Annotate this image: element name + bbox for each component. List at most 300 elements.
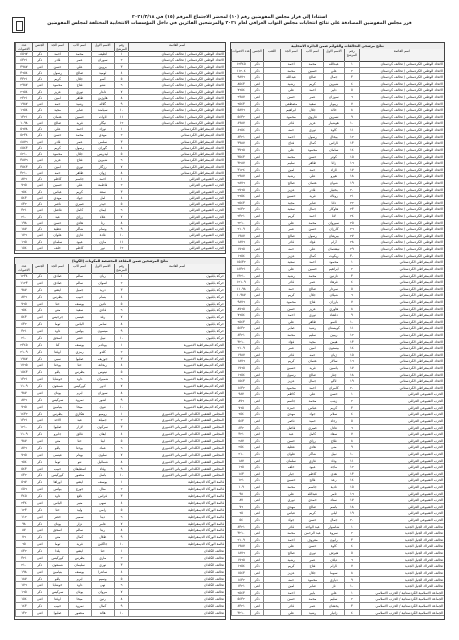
table-cell: فريد: [68, 541, 91, 547]
table-cell: ماجد: [323, 464, 344, 470]
table-cell: ٤: [344, 610, 359, 616]
table-cell: ٤: [114, 195, 129, 200]
table-cell: ١٥: [344, 484, 359, 490]
table-cell: ذكر: [250, 385, 263, 391]
table-cell: بابير: [301, 590, 322, 596]
table-cell: محمد: [301, 596, 322, 602]
table-cell: رسول: [68, 145, 91, 150]
table-cell: سوران: [91, 57, 114, 62]
table-cell: ١١: [344, 458, 359, 464]
table-cell: ٢٩: [344, 246, 359, 252]
table-cell: شمعون: [47, 383, 68, 389]
table-cell: الاتحاد الوطني الكردستاني / تحالف كردستان: [128, 70, 225, 75]
table-cell: ذكر: [250, 74, 263, 80]
table-cell: صابر: [280, 325, 301, 331]
table-cell: ٦: [344, 94, 359, 100]
table-cell: قائمة الوركاء الديمقراطية: [128, 527, 225, 533]
table-cell: ١٣٢١٠: [231, 273, 250, 279]
table-cell: الاتحاد الديمقراطي الكردستاني: [359, 312, 444, 318]
table-row: [231, 570, 444, 577]
table-cell: حسين: [68, 114, 91, 119]
table-cell: محمود: [301, 577, 322, 583]
table-cell: ٧: [114, 214, 129, 219]
table-cell: ٢: [114, 417, 129, 423]
table-row: [231, 537, 444, 544]
table-cell: لانا: [323, 213, 344, 219]
table-cell: ٢١٠: [231, 451, 250, 457]
table-cell: ميخا: [68, 596, 91, 602]
table-cell: الجماعة الاسلامية الكردستانية / الحزب الاسلامي: [359, 590, 444, 596]
table-row: [231, 292, 444, 299]
table-cell: ٣: [344, 405, 359, 411]
table-cell: حسين: [301, 68, 322, 74]
table-cell: مهدي: [91, 132, 114, 137]
table-cell: ٩: [344, 444, 359, 450]
table-row: [15, 342, 225, 349]
table-cell: [263, 292, 280, 298]
table-cell: ١٩٨٧: [231, 543, 250, 549]
table-cell: ١: [114, 126, 129, 131]
table-cell: محمد: [301, 220, 322, 226]
table-cell: علي: [301, 173, 322, 179]
table-cell: انثى: [250, 325, 263, 331]
table-row: [15, 452, 225, 459]
table-cell: ذكر: [32, 562, 47, 568]
table-cell: منى: [323, 444, 344, 450]
table-cell: علي: [280, 220, 301, 226]
table-row: [231, 154, 444, 161]
table-cell: جمال: [301, 206, 322, 212]
table-cell: عزيز: [301, 120, 322, 126]
table-cell: شاكر: [301, 451, 322, 457]
table-cell: ١٨: [344, 372, 359, 378]
table-cell: بيريفان: [323, 233, 344, 239]
table-cell: مجيد: [47, 107, 68, 112]
table-cell: ٣٢١٠: [231, 339, 250, 345]
table-row: [15, 335, 225, 342]
table-cell: انثى: [32, 170, 47, 175]
table-cell: ١٥٤٣٢: [231, 259, 250, 265]
table-cell: ذكر: [32, 89, 47, 94]
table-cell: سركيس: [47, 397, 68, 403]
table-cell: متي: [47, 307, 68, 313]
table-cell: ٤٦٥٤: [231, 127, 250, 133]
table-row: [15, 301, 225, 308]
table-cell: محمد: [68, 51, 91, 56]
table-cell: ژوان: [91, 170, 114, 175]
table-cell: ذكر: [250, 438, 263, 444]
table-row: [231, 339, 444, 346]
table-cell: حنا: [47, 301, 68, 307]
table-cell: لطيف: [91, 51, 114, 56]
table-cell: ٦: [114, 582, 129, 588]
table-row: [15, 472, 225, 479]
table-cell: ١٣: [344, 471, 359, 477]
table-cell: حركة بابليون: [128, 328, 225, 334]
table-cell: [263, 530, 280, 536]
table-cell: كريم: [280, 213, 301, 219]
table-cell: ٧٦٥: [15, 404, 32, 410]
table-row: [231, 385, 444, 392]
table-cell: ١: [114, 479, 129, 485]
column-header: اسم الجد: [280, 49, 301, 61]
table-cell: انثى: [32, 466, 47, 472]
table-row: [231, 312, 444, 319]
table-cell: المجلس الشعبي الكلداني السرياني الاشوري: [128, 438, 225, 444]
table-cell: ١٦٥٤: [231, 253, 250, 259]
table-cell: ايفان: [91, 431, 114, 437]
table-cell: ٩: [344, 577, 359, 583]
table-cell: توما: [47, 321, 68, 327]
table-cell: ١٢: [344, 464, 359, 470]
table-cell: علي: [280, 543, 301, 549]
table-cell: مجيد: [280, 200, 301, 206]
table-cell: ٩: [114, 534, 129, 540]
table-cell: يوخنا: [47, 362, 68, 368]
table-cell: الحزب الشيوعي العراقي: [128, 239, 225, 244]
table-cell: [263, 458, 280, 464]
table-cell: ٥٤: [231, 517, 250, 523]
table-cell: ١٢٣٤: [15, 273, 32, 279]
table-cell: لازار: [68, 424, 91, 430]
table-cell: حركة بابليون: [128, 273, 225, 279]
table-cell: كاظم: [47, 176, 68, 181]
table-cell: نزار: [68, 521, 91, 527]
table-cell: ١٦٥: [231, 464, 250, 470]
table-cell: حسين: [280, 477, 301, 483]
table-cell: ٨: [114, 459, 129, 465]
table-cell: محمد: [280, 530, 301, 536]
table-cell: دانا: [323, 200, 344, 206]
table-cell: ذكر: [32, 411, 47, 417]
table-cell: [263, 372, 280, 378]
table-cell: الاتحاد الوطني الكردستاني / تحالف كردستان: [359, 140, 444, 146]
table-cell: ٢: [344, 530, 359, 536]
table-cell: علي: [280, 319, 301, 325]
table-cell: هالة: [91, 610, 114, 616]
table-cell: الاتحاد الوطني الكردستاني / تحالف كردستان: [359, 226, 444, 232]
table-cell: الحزب الشيوعي العراقي: [128, 176, 225, 181]
table-cell: عثمان: [47, 114, 68, 119]
table-cell: ٨: [344, 570, 359, 576]
table-cell: فاطمة: [91, 182, 114, 187]
table-row: [231, 134, 444, 141]
table-cell: ٥: [114, 507, 129, 513]
table-cell: تحالف الكلدان: [128, 555, 225, 561]
table-cell: ٥٤٣٢: [231, 114, 250, 120]
table-cell: ٥٤٣٢: [231, 596, 250, 602]
table-cell: ذكر: [32, 214, 47, 219]
table-cell: الاتحاد الوطني الكردستاني / تحالف كردستان: [128, 107, 225, 112]
table-cell: ١٩: [344, 180, 359, 186]
table-row: [15, 466, 225, 473]
table-cell: محمود: [47, 151, 68, 156]
table-cell: الاتحاد الوطني الكردستاني / تحالف كردستان: [359, 220, 444, 226]
table-cell: ذكر: [32, 145, 47, 150]
table-cell: كريم: [280, 563, 301, 569]
table-cell: انثى: [250, 352, 263, 358]
table-cell: جميلة: [91, 417, 114, 423]
table-cell: سامر: [91, 321, 114, 327]
table-cell: حسن: [301, 226, 322, 232]
table-cell: ماري: [91, 555, 114, 561]
table-cell: عبود: [68, 239, 91, 244]
table-cell: احمد: [301, 87, 322, 93]
table-cell: الحزب الشيوعي العراقي: [359, 464, 444, 470]
table-cell: انثى: [32, 500, 47, 506]
table-cell: [263, 167, 280, 173]
table-cell: جلال: [301, 292, 322, 298]
header-line-2: قرر مجلس المفوضين المصادقة على نتائج انتخابات مجلس النواب العراقي لعام ٢٠٢١ والمرشحين الفائزين في داخل المؤسسات الانتخابية المختلفة لمجلس المفوضين: [47, 21, 412, 26]
table-cell: علي: [280, 610, 301, 616]
table-cell: عمر: [301, 94, 322, 100]
table-cell: حسن: [323, 391, 344, 397]
table-cell: ٤٣٢: [15, 472, 32, 478]
table-cell: ٢٨٧: [231, 438, 250, 444]
table-cell: انثى: [250, 530, 263, 536]
table-cell: ذكر: [250, 365, 263, 371]
table-row: [15, 438, 225, 445]
table-cell: عمر: [301, 603, 322, 609]
table-cell: [263, 418, 280, 424]
table-cell: فاروق: [301, 114, 322, 120]
table-cell: ذكر: [250, 253, 263, 259]
table-cell: ٤٣٢: [231, 425, 250, 431]
table-cell: عيسى: [47, 452, 68, 458]
table-cell: بسام: [91, 294, 114, 300]
table-cell: ٩: [344, 312, 359, 318]
table-cell: انثى: [250, 497, 263, 503]
table-cell: ١٧٦٥: [231, 365, 250, 371]
table-cell: ميخا: [68, 404, 91, 410]
table-cell: ذكر: [250, 319, 263, 325]
table-cell: الحزب الشيوعي العراقي: [128, 214, 225, 219]
table-cell: بولس: [47, 486, 68, 492]
table-cell: ذكر: [32, 57, 47, 62]
table-cell: ٢٥: [344, 220, 359, 226]
table-cell: الحركة الديمقراطية الاشورية: [128, 390, 225, 396]
table-cell: انثى: [32, 390, 47, 396]
table-cell: الاتحاد الوطني الكردستاني / تحالف كردستان: [359, 74, 444, 80]
table-cell: الاتحاد الديمقراطي الكردستاني: [359, 259, 444, 265]
table-cell: ٥: [114, 76, 129, 81]
table-cell: سیامند: [91, 107, 114, 112]
table-cell: ريبين: [323, 332, 344, 338]
table-cell: ١٠: [114, 610, 129, 616]
table-cell: ٧: [344, 101, 359, 107]
table-cell: هوشيار: [323, 120, 344, 126]
column-header: الاسم الاول: [323, 49, 344, 61]
table-cell: ٥: [344, 286, 359, 292]
table-cell: عبود: [301, 464, 322, 470]
table-cell: ١٨: [344, 173, 359, 179]
table-cell: نور: [91, 245, 114, 250]
table-cell: الحزب الشيوعي العراقي: [128, 232, 225, 237]
table-cell: ١٥٤٣: [15, 369, 32, 375]
table-cell: ٩٨٧: [15, 390, 32, 396]
table-cell: ٥: [344, 418, 359, 424]
table-cell: [263, 233, 280, 239]
table-cell: الاتحاد الوطني الكردستاني / تحالف كردستان: [359, 167, 444, 173]
table-row: [231, 418, 444, 425]
table-cell: الحزب الشيوعي العراقي: [359, 431, 444, 437]
table-cell: الحزب الشيوعي العراقي: [359, 471, 444, 477]
table-body: [231, 61, 444, 619]
table-cell: انثى: [32, 195, 47, 200]
table-cell: الاتحاد الوطني الكردستاني / تحالف كردستان: [359, 187, 444, 193]
table-row: [15, 349, 225, 356]
table-cell: جواد: [68, 195, 91, 200]
table-cell: كمال: [68, 534, 91, 540]
table-cell: ٦٥٤: [15, 459, 32, 465]
table-cell: ٨: [114, 390, 129, 396]
table-row: [231, 220, 444, 227]
table-cell: ٢٩٨٧: [15, 82, 32, 87]
table-cell: ذكر: [32, 95, 47, 100]
table-cell: انثى: [250, 603, 263, 609]
table-cell: ٤٨٧٦: [15, 139, 32, 144]
table-cell: سلمان: [280, 458, 301, 464]
table-cell: الحزب الشيوعي العراقي: [359, 497, 444, 503]
table-cell: كوركيس: [68, 383, 91, 389]
table-cell: ذكر: [250, 87, 263, 93]
table-cell: ٧٦٥: [15, 452, 32, 458]
table-cell: ٩٨٧: [15, 438, 32, 444]
table-cell: ١٤: [344, 345, 359, 351]
table-row: [231, 253, 444, 260]
table-cell: ١٠: [114, 404, 129, 410]
column-header: اسم القائمة: [128, 43, 225, 51]
table-cell: عمر: [68, 139, 91, 144]
table-cell: الحزب الشيوعي العراقي: [128, 189, 225, 194]
table-cell: محمود: [47, 82, 68, 87]
table-cell: نوري: [280, 497, 301, 503]
table-cell: ذكر: [32, 189, 47, 194]
table-cell: احمد: [280, 312, 301, 318]
table-cell: مروان: [91, 589, 114, 595]
table-cell: الاتحاد الديمقراطي الكردستاني: [359, 266, 444, 272]
table-row: [231, 603, 444, 610]
table-cell: الاتحاد الوطني الكردستاني / تحالف كردستان: [128, 57, 225, 62]
column-header: عدد الاصوات: [231, 49, 250, 61]
table-cell: كاظم: [68, 245, 91, 250]
table-cell: علي: [68, 64, 91, 69]
table-cell: ٩٨: [231, 491, 250, 497]
table-cell: آسو: [91, 76, 114, 81]
table-cell: ١٠٩٨٧: [231, 292, 250, 298]
table-cell: صالح: [47, 120, 68, 125]
table-cell: يونان: [68, 589, 91, 595]
table-cell: ١٧٦٥: [15, 362, 32, 368]
table-cell: الاتحاد الوطني الكردستاني / تحالف كردستان: [359, 200, 444, 206]
table-cell: حنا: [68, 438, 91, 444]
table-cell: عمر: [301, 557, 322, 563]
table-cell: ١٦: [344, 491, 359, 497]
table-cell: ٣: [344, 273, 359, 279]
table-cell: ٦: [344, 425, 359, 431]
table-cell: ريكوت: [323, 253, 344, 259]
table-cell: ٣٨٧٦: [15, 157, 32, 162]
table-cell: الحزب الشيوعي العراقي: [359, 491, 444, 497]
table-cell: الاتحاد الوطني الكردستاني / تحالف كردستان: [359, 253, 444, 259]
table-cell: دياري: [323, 577, 344, 583]
table-cell: مصطفى: [280, 101, 301, 107]
table-cell: ١٩: [344, 510, 359, 516]
table-cell: ذكر: [250, 358, 263, 364]
table-cell: صالح: [280, 180, 301, 186]
table-row: [15, 569, 225, 576]
table-row: [231, 510, 444, 517]
table-cell: انثى: [250, 246, 263, 252]
table-cell: علي: [323, 590, 344, 596]
table-cell: الحزب الشيوعي العراقي: [359, 504, 444, 510]
table-cell: فؤاد: [301, 239, 322, 245]
table-cell: الحركة الديمقراطية الاشورية: [128, 376, 225, 382]
table-cell: محمد: [280, 68, 301, 74]
table-cell: ١٠: [114, 541, 129, 547]
table-cell: صالح: [301, 74, 322, 80]
table-cell: زانيار: [323, 610, 344, 616]
table-cell: الاتحاد الديمقراطي الكردستاني: [128, 139, 225, 144]
table-cell: ١٥: [344, 154, 359, 160]
table-cell: نسرين: [323, 114, 344, 120]
table-cell: مهدي: [280, 504, 301, 510]
table-cell: ٣: [114, 562, 129, 568]
table-row: [231, 173, 444, 180]
table-cell: حسن: [280, 94, 301, 100]
table-cell: الاتحاد الوطني الكردستاني / تحالف كردستان: [359, 120, 444, 126]
table-cell: ذكر: [32, 226, 47, 231]
table-cell: علي: [301, 246, 322, 252]
table-cell: ٥٤٣: [231, 418, 250, 424]
table-cell: ١٢١: [231, 477, 250, 483]
table-cell: سمير: [68, 514, 91, 520]
table-cell: انثى: [32, 232, 47, 237]
table-cell: ٢: [114, 280, 129, 286]
table-cell: ١٨٧: [231, 458, 250, 464]
table-cell: جاسم: [280, 398, 301, 404]
table-cell: ذكر: [250, 345, 263, 351]
table-cell: ٤: [114, 500, 129, 506]
table-cell: انثى: [250, 154, 263, 160]
table-cell: نادين: [91, 301, 114, 307]
table-cell: ١: [344, 524, 359, 530]
table-cell: تحالف الكلدان: [128, 576, 225, 582]
table-cell: هيرش: [323, 550, 344, 556]
table-cell: سليم: [323, 596, 344, 602]
table-cell: انثى: [32, 514, 47, 520]
table-cell: الحركة الديمقراطية الاشورية: [128, 342, 225, 348]
table-cell: اوراها: [47, 479, 68, 485]
table-row: [231, 524, 444, 531]
table-row: [231, 358, 444, 365]
table-cell: بطرس: [47, 411, 68, 417]
table-cell: ٥: [114, 151, 129, 156]
table-cell: ٤: [114, 294, 129, 300]
table-cell: شنو: [91, 82, 114, 87]
table-cell: انثى: [32, 280, 47, 286]
table-cell: انثى: [250, 484, 263, 490]
table-caption: نتائج المرشحين ضمن المقاعد المخصصة للمكونات (الكوتا): [15, 258, 225, 265]
table-cell: ٩٨٧: [15, 287, 32, 293]
table-cell: ذكر: [32, 126, 47, 131]
table-cell: حمه: [47, 170, 68, 175]
table-cell: ١٥٤٣: [231, 570, 250, 576]
table-cell: عزيز: [47, 89, 68, 94]
table-row: [231, 259, 444, 266]
table-cell: ذكر: [250, 464, 263, 470]
table-cell: ٢٥٤: [231, 444, 250, 450]
